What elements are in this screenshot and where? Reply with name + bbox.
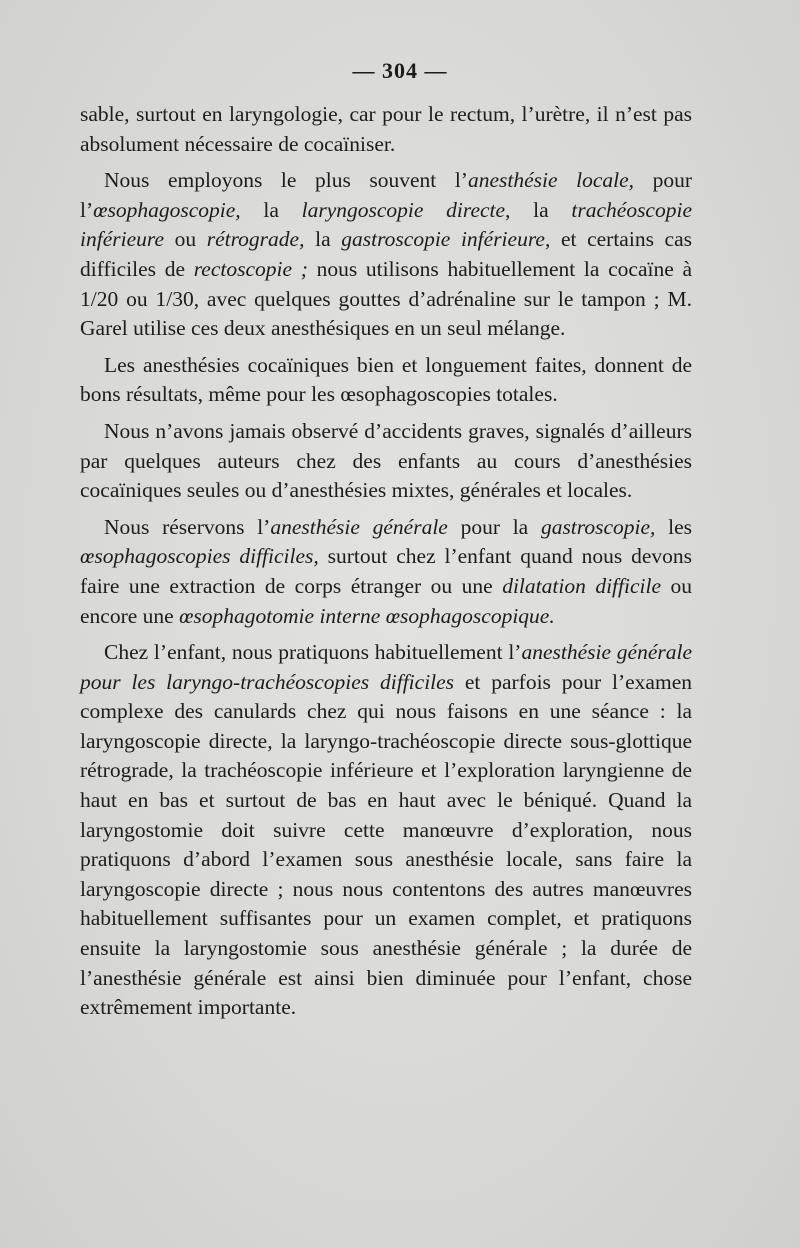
text-run: sable, surtout en laryngologie, car pour le rectum, l’urètre, il n’est pas absolument nécessaire de cocaïniser. xyxy=(80,102,692,156)
text-run: la xyxy=(304,227,342,252)
italic-text: œsophagoscopie, xyxy=(93,197,241,222)
body-text xyxy=(80,100,692,1030)
text-run: la xyxy=(510,197,572,222)
italic-text: anesthésie générale pour les laryngo-trachéoscopies difficiles xyxy=(80,640,693,694)
page-number: — 304 — xyxy=(352,58,448,83)
text-run: ou xyxy=(163,227,207,252)
text-run: et parfois pour l’examen complexe des canulards chez qui nous faisons en une séance : la laryngoscopie directe, la laryngo-trachéoscopie directe sous-glottique rétrograde, la trachéoscopie inférieure et l’exploration laryngienne de haut en bas et surtout de bas en haut avec le béniqué. Quand la laryngostomie doit suivre cette manœuvre d’exploration, nous pratiquons d’abord l’examen sous anesthésie locale, sans faire la laryngoscopie directe ; nous nous contentons des autres manœuvres habituellement suffisantes pour un examen complet, et pratiquons ensuite la laryngostomie sous anesthésie générale ; la durée de l’anesthésie générale est ainsi bien diminuée pour l’enfant, chose extrêmement importante. xyxy=(80,669,692,1020)
text-run: nous utilisons habituellement la cocaïne à 1/20 ou 1/30, avec quelques gouttes d’adrénaline sur le tampon ; M. Garel utilise ces deux anesthésiques en un seul mélange. xyxy=(80,256,692,341)
text-run: Chez l’enfant, nous pratiquons habituellement l’ xyxy=(104,640,522,665)
italic-text: laryngoscopie directe, xyxy=(301,197,511,222)
italic-text: rétrograde, xyxy=(206,227,305,252)
italic-text: anesthésie générale xyxy=(270,514,448,539)
text-run: Nous réservons l’ xyxy=(104,514,271,539)
text-run: la xyxy=(240,197,302,222)
text-run: ou encore une xyxy=(80,573,692,628)
paragraph xyxy=(80,166,692,344)
paragraph xyxy=(80,100,692,159)
paragraph xyxy=(80,513,692,631)
italic-text: gastroscopie, xyxy=(540,514,656,539)
paragraph xyxy=(80,638,692,1023)
text-run: pour l’ xyxy=(80,168,692,222)
text-run: Nous employons le plus souvent l’ xyxy=(104,168,468,193)
italic-text: dilatation difficile xyxy=(502,573,661,598)
italic-text: rectoscopie ; xyxy=(193,256,308,281)
italic-text: trachéoscopie inférieure xyxy=(80,197,692,252)
text-run: pour la xyxy=(447,514,541,539)
italic-text: gastroscopie inférieure, xyxy=(341,227,551,252)
paragraph xyxy=(80,417,692,506)
text-run: Les anesthésies cocaïniques bien et longuement faites, donnent de bons résultats, même pour les œsophagoscopies totales. xyxy=(80,352,692,407)
italic-text: œsophagoscopies difficiles, xyxy=(80,544,319,569)
text-run: Nous n’avons jamais observé d’accidents graves, signalés d’ailleurs par quelques auteurs chez des enfants au cours d’anesthésies cocaïniques seules ou d’anesthésies mixtes, générales et locales. xyxy=(80,418,692,503)
text-run: surtout chez l’enfant quand nous devons faire une extraction de corps étranger ou une xyxy=(80,544,693,598)
italic-text: œsophagotomie interne œsophagoscopique. xyxy=(179,603,555,628)
italic-text: anesthésie locale, xyxy=(467,168,635,193)
text-run: et certains cas difficiles de xyxy=(80,227,693,281)
text-run: les xyxy=(655,514,693,539)
paragraph xyxy=(80,351,692,410)
